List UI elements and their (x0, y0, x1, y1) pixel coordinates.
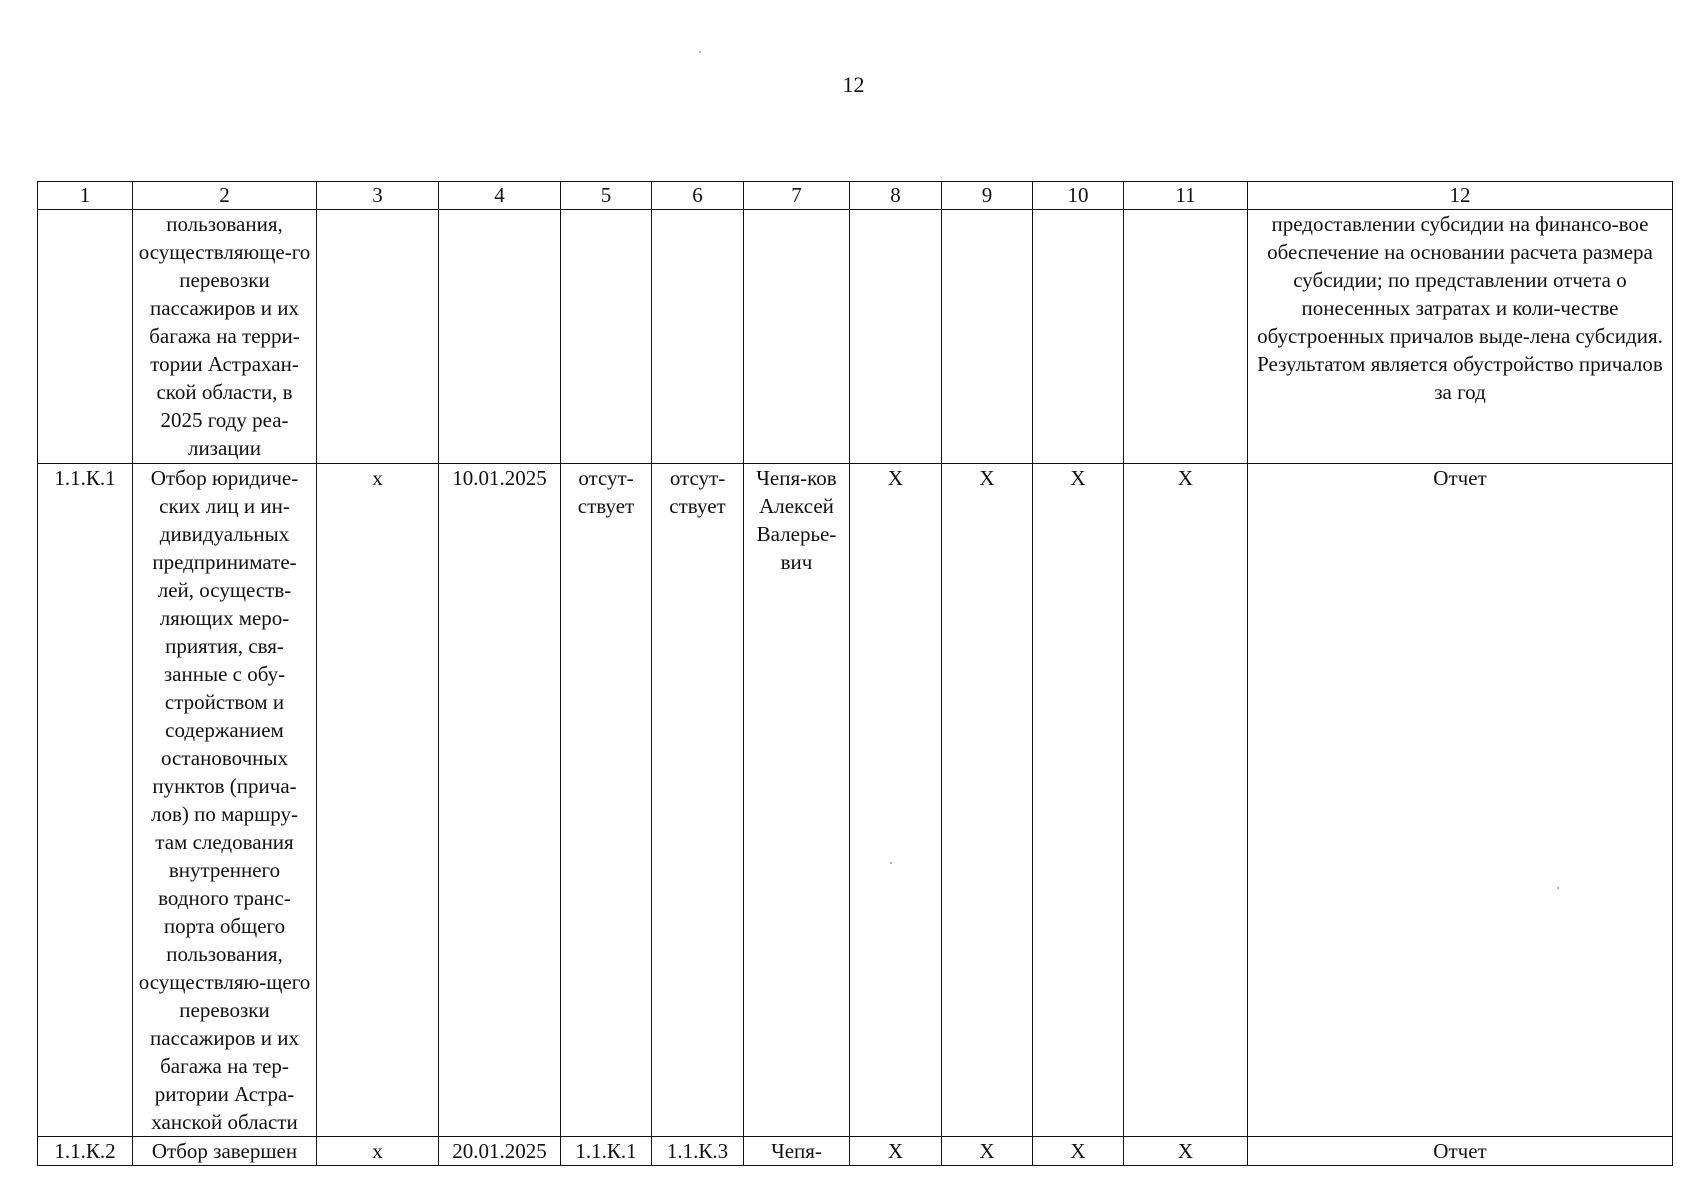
cell-col8: X (850, 1137, 942, 1166)
col-header-6: 6 (652, 182, 744, 210)
cell-responsible: Чепя- (744, 1137, 850, 1166)
cell-col10 (1033, 210, 1124, 464)
col-header-11: 11 (1124, 182, 1248, 210)
col-header-1: 1 (38, 182, 133, 210)
scan-speck (1557, 887, 1559, 889)
cell-col3: х (317, 1137, 439, 1166)
scan-speck (699, 51, 701, 53)
cell-col8: X (850, 464, 942, 1137)
table-row-1-1-k-2 (38, 1137, 1673, 1166)
scan-speck (890, 862, 892, 864)
col-header-4: 4 (439, 182, 561, 210)
col-header-2: 2 (133, 182, 317, 210)
cell-responsible (744, 210, 850, 464)
cell-code (38, 210, 133, 464)
cell-description: предоставлении субсидии на финансо-вое обеспечение на основании расчета размера субсидии; по представлении отчета о понесенных затратах и коли-честве обустроенных причалов выде-лена субсидия. Результатом является обустройство причалов за год (1248, 210, 1673, 464)
cell-responsible: Чепя-ков Алексей Валерье-вич (744, 464, 850, 1137)
column-number-row (38, 182, 1673, 210)
cell-col3: х (317, 464, 439, 1137)
plan-table (37, 181, 1673, 1166)
cell-col11: X (1124, 464, 1248, 1137)
col-header-12: 12 (1248, 182, 1673, 210)
cell-description: Отчет (1248, 464, 1673, 1137)
cell-successor: отсут-ствует (652, 464, 744, 1137)
cell-col11 (1124, 210, 1248, 464)
cell-code: 1.1.К.2 (38, 1137, 133, 1166)
col-header-9: 9 (942, 182, 1033, 210)
table-row-continuation (38, 210, 1673, 464)
table-row-1-1-k-1 (38, 464, 1673, 1137)
page-number: 12 (842, 72, 865, 97)
cell-predecessor: отсут-ствует (561, 464, 652, 1137)
cell-name: пользования, осуществляюще-го перевозки пассажиров и их багажа на терри-тории Астрахан-ской области, в 2025 году реа-лизации (133, 210, 317, 464)
cell-col10: X (1033, 1137, 1124, 1166)
cell-name: Отбор завершен (133, 1137, 317, 1166)
col-header-5: 5 (561, 182, 652, 210)
cell-col3 (317, 210, 439, 464)
cell-successor (652, 210, 744, 464)
cell-predecessor (561, 210, 652, 464)
col-header-7: 7 (744, 182, 850, 210)
cell-name: Отбор юридиче-ских лиц и ин-дивидуальных предпринимате-лей, осуществ-ляющих меро-приятия, свя-занные с обу-стройством и содержанием остановочных пунктов (прича-лов) по маршру-там следования внутреннего водного транс-порта общего пользования, осуществляю-щего перевозки пассажиров и их багажа на тер-ритории Астра-ханской области (133, 464, 317, 1137)
col-header-3: 3 (317, 182, 439, 210)
cell-successor: 1.1.К.3 (652, 1137, 744, 1166)
cell-col9 (942, 210, 1033, 464)
col-header-10: 10 (1033, 182, 1124, 210)
cell-date: 20.01.2025 (439, 1137, 561, 1166)
cell-code: 1.1.К.1 (38, 464, 133, 1137)
cell-col9: X (942, 464, 1033, 1137)
cell-description: Отчет (1248, 1137, 1673, 1166)
cell-date: 10.01.2025 (439, 464, 561, 1137)
cell-col9: X (942, 1137, 1033, 1166)
cell-col11: X (1124, 1137, 1248, 1166)
cell-date (439, 210, 561, 464)
cell-col8 (850, 210, 942, 464)
cell-predecessor: 1.1.К.1 (561, 1137, 652, 1166)
cell-col10: X (1033, 464, 1124, 1137)
col-header-8: 8 (850, 182, 942, 210)
